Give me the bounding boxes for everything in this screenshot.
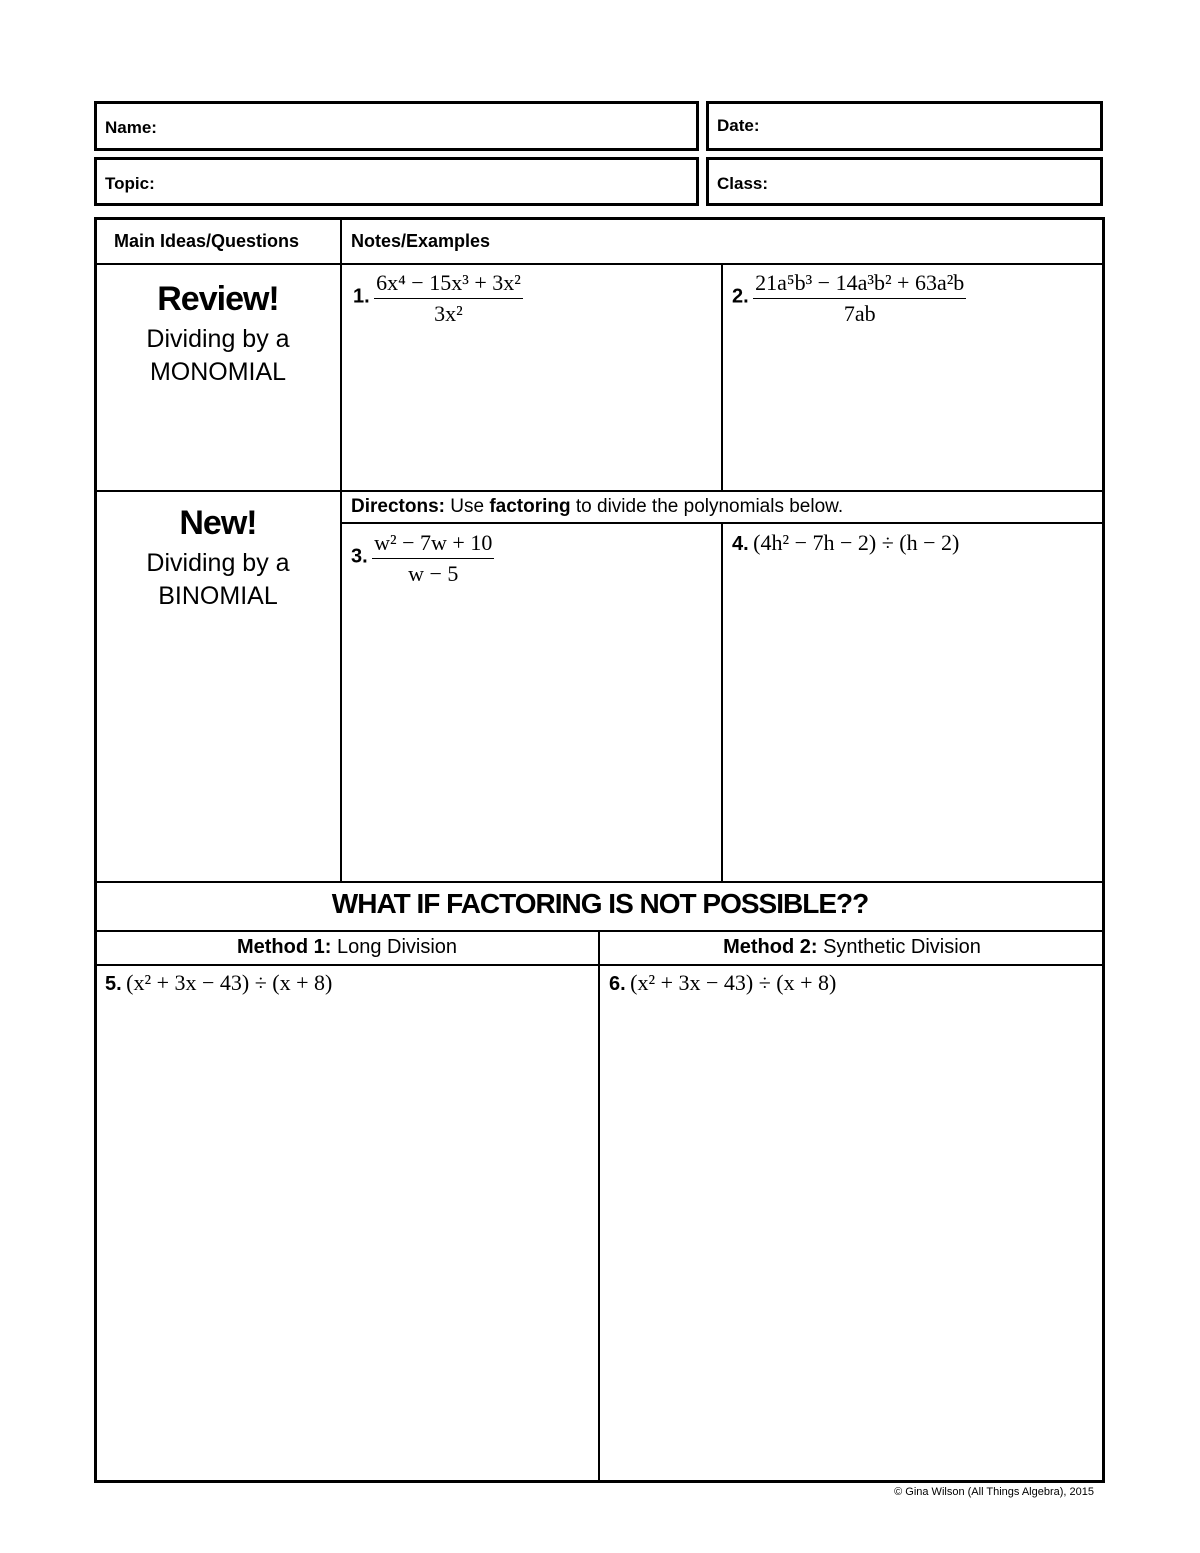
class-label: Class: xyxy=(717,174,769,193)
question-6 xyxy=(609,970,836,996)
q2-denominator: 7ab xyxy=(843,301,876,326)
q1-numerator: 6x⁴ − 15x³ + 3x² xyxy=(374,270,523,299)
divider-col-review xyxy=(721,264,723,491)
directions-label: Directons: xyxy=(351,496,445,517)
method-1-name: Long Division xyxy=(336,936,458,958)
directions-bold: factoring xyxy=(489,496,571,517)
directions-post: to divide the polynomials below. xyxy=(575,496,844,517)
method-1-label: Method 1: xyxy=(236,936,332,958)
q4-number: 4. xyxy=(732,533,749,555)
divider-review xyxy=(96,490,1104,492)
review-side xyxy=(96,280,340,389)
review-title: Review! xyxy=(157,280,279,318)
date-field[interactable] xyxy=(706,101,1103,151)
q3-number: 3. xyxy=(351,545,368,568)
new-sub2: BINOMIAL xyxy=(158,582,278,610)
factoring-banner: WHAT IF FACTORING IS NOT POSSIBLE?? xyxy=(331,888,869,919)
q3-fraction xyxy=(372,530,494,587)
question-3 xyxy=(351,530,494,587)
divider-col-methods xyxy=(598,931,600,1482)
q1-fraction xyxy=(374,270,523,327)
q1-denominator: 3x² xyxy=(434,301,463,326)
topic-label: Topic: xyxy=(105,174,155,193)
q5-expression: (x² + 3x − 43) ÷ (x + 8) xyxy=(126,970,333,995)
q6-number: 6. xyxy=(609,973,626,995)
new-side xyxy=(96,504,340,613)
divider-col-new xyxy=(721,523,723,882)
col2-header: Notes/Examples xyxy=(351,231,491,251)
directions-pre: Use xyxy=(450,496,485,517)
divider-banner xyxy=(96,930,1104,932)
method-2-header xyxy=(600,936,1104,959)
question-4 xyxy=(732,530,959,556)
review-sub1: Dividing by a xyxy=(146,325,290,353)
divider-new xyxy=(96,881,1104,883)
q2-fraction xyxy=(753,270,966,327)
q1-number: 1. xyxy=(353,285,370,308)
new-sub1: Dividing by a xyxy=(146,549,290,577)
q3-denominator: w − 5 xyxy=(408,561,459,586)
method-1-header xyxy=(96,936,598,959)
question-5 xyxy=(105,970,332,996)
q3-numerator: w² − 7w + 10 xyxy=(372,530,494,559)
q6-expression: (x² + 3x − 43) ÷ (x + 8) xyxy=(630,970,837,995)
copyright-footer: © Gina Wilson (All Things Algebra), 2015 xyxy=(894,1486,1094,1498)
method-2-name: Synthetic Division xyxy=(823,936,981,958)
divider-header xyxy=(96,263,1104,265)
date-label: Date: xyxy=(717,116,760,135)
name-field[interactable] xyxy=(94,101,699,151)
new-title: New! xyxy=(179,504,257,542)
class-field[interactable] xyxy=(706,157,1103,206)
q2-numerator: 21a⁵b³ − 14a³b² + 63a²b xyxy=(753,270,966,299)
directions xyxy=(351,496,843,518)
q4-expression: (4h² − 7h − 2) ÷ (h − 2) xyxy=(753,530,960,555)
question-2 xyxy=(732,270,966,327)
question-1 xyxy=(353,270,523,327)
review-sub2: MONOMIAL xyxy=(149,358,287,386)
col1-header: Main Ideas/Questions xyxy=(114,231,300,251)
q5-number: 5. xyxy=(105,973,122,995)
topic-field[interactable] xyxy=(94,157,699,206)
divider-col1 xyxy=(340,219,342,882)
method-2-label: Method 2: xyxy=(723,936,818,958)
divider-methods xyxy=(96,964,1104,966)
name-label: Name: xyxy=(105,118,157,137)
q2-number: 2. xyxy=(732,285,749,308)
